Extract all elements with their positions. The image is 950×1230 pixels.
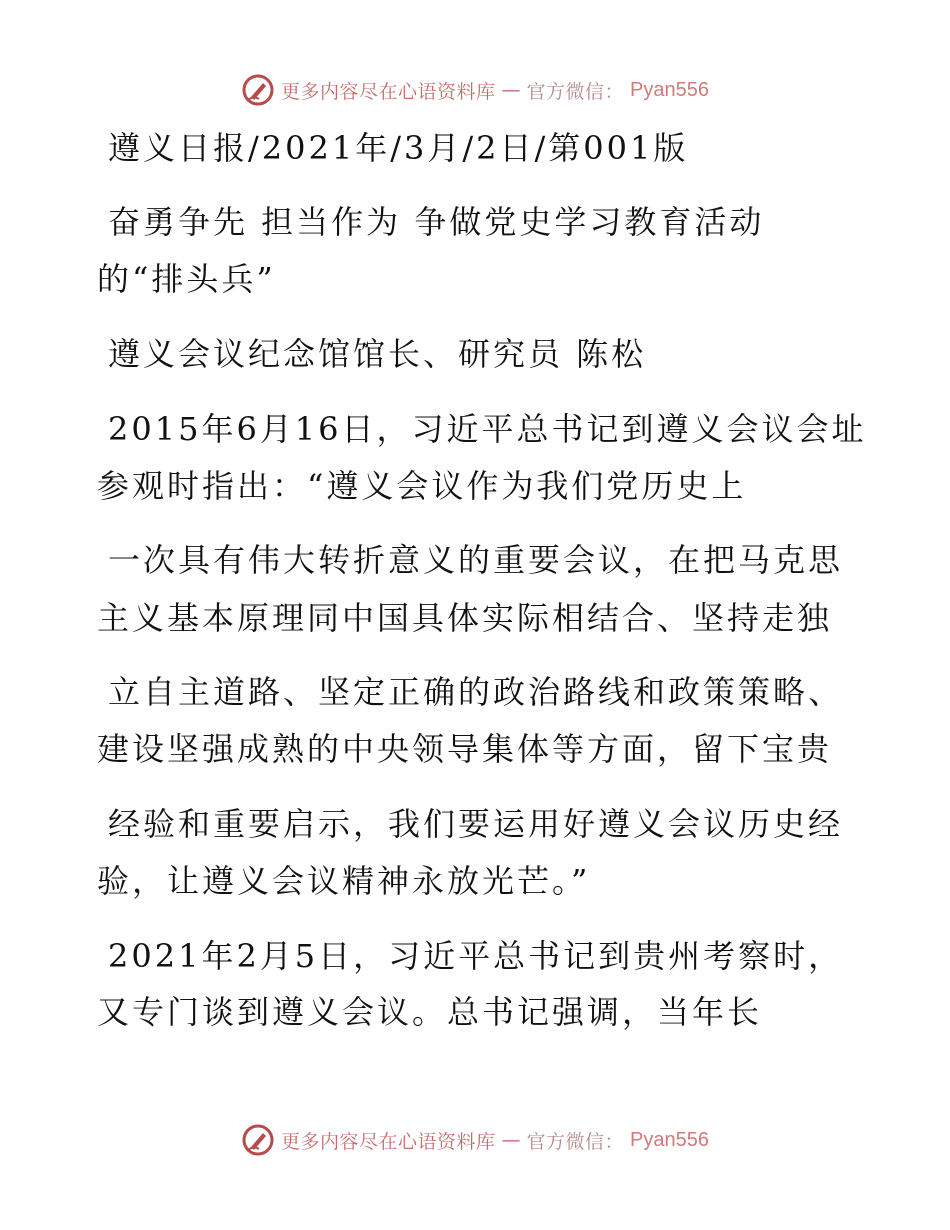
body-line: 又专门谈到遵义会议。总书记强调，当年长: [97, 993, 763, 1031]
source-line: 遵义日报/2021年/3月/2日/第001版: [108, 129, 689, 167]
body-line: 2015年6月16日，习近平总书记到遵义会议会址: [108, 410, 867, 448]
watermark-slogan: 更多内容尽在心语资料库: [281, 80, 496, 103]
body-line: 参观时指出：“遵义会议作为我们党历史上: [97, 467, 747, 505]
watermark-wechat-id: Pyan556: [630, 78, 709, 101]
watermark-bottom: [0, 1120, 950, 1160]
watermark-separator: —: [501, 79, 521, 101]
watermark-top: [0, 70, 950, 110]
body-line: 立自主道路、坚定正确的政治路线和政策策略、: [108, 673, 844, 711]
body-line: 验，让遵义会议精神永放光芒。”: [97, 862, 591, 900]
title-line-1: 奋勇争先 担当作为 争做党史学习教育活动: [108, 203, 765, 241]
watermark-label: 官方微信：: [526, 80, 625, 103]
watermark-wechat-id: Pyan556: [630, 1128, 709, 1151]
body-line: 2021年2月5日，习近平总书记到贵州考察时，: [108, 937, 844, 975]
watermark-separator: —: [501, 1129, 521, 1151]
pen-logo-icon: [241, 1123, 275, 1157]
body-line: 一次具有伟大转折意义的重要会议，在把马克思: [108, 541, 844, 579]
author-line: 遵义会议纪念馆馆长、研究员 陈松: [108, 335, 647, 373]
watermark-label: 官方微信：: [526, 1130, 625, 1153]
watermark-slogan: 更多内容尽在心语资料库: [281, 1130, 496, 1153]
body-line: 建设坚强成熟的中央领导集体等方面，留下宝贵: [97, 730, 833, 768]
pen-logo-icon: [241, 73, 275, 107]
body-line: 经验和重要启示，我们要运用好遵义会议历史经: [108, 805, 844, 843]
body-line: 主义基本原理同中国具体实际相结合、坚持走独: [97, 599, 833, 637]
title-line-2: 的“排头兵”: [97, 260, 276, 298]
